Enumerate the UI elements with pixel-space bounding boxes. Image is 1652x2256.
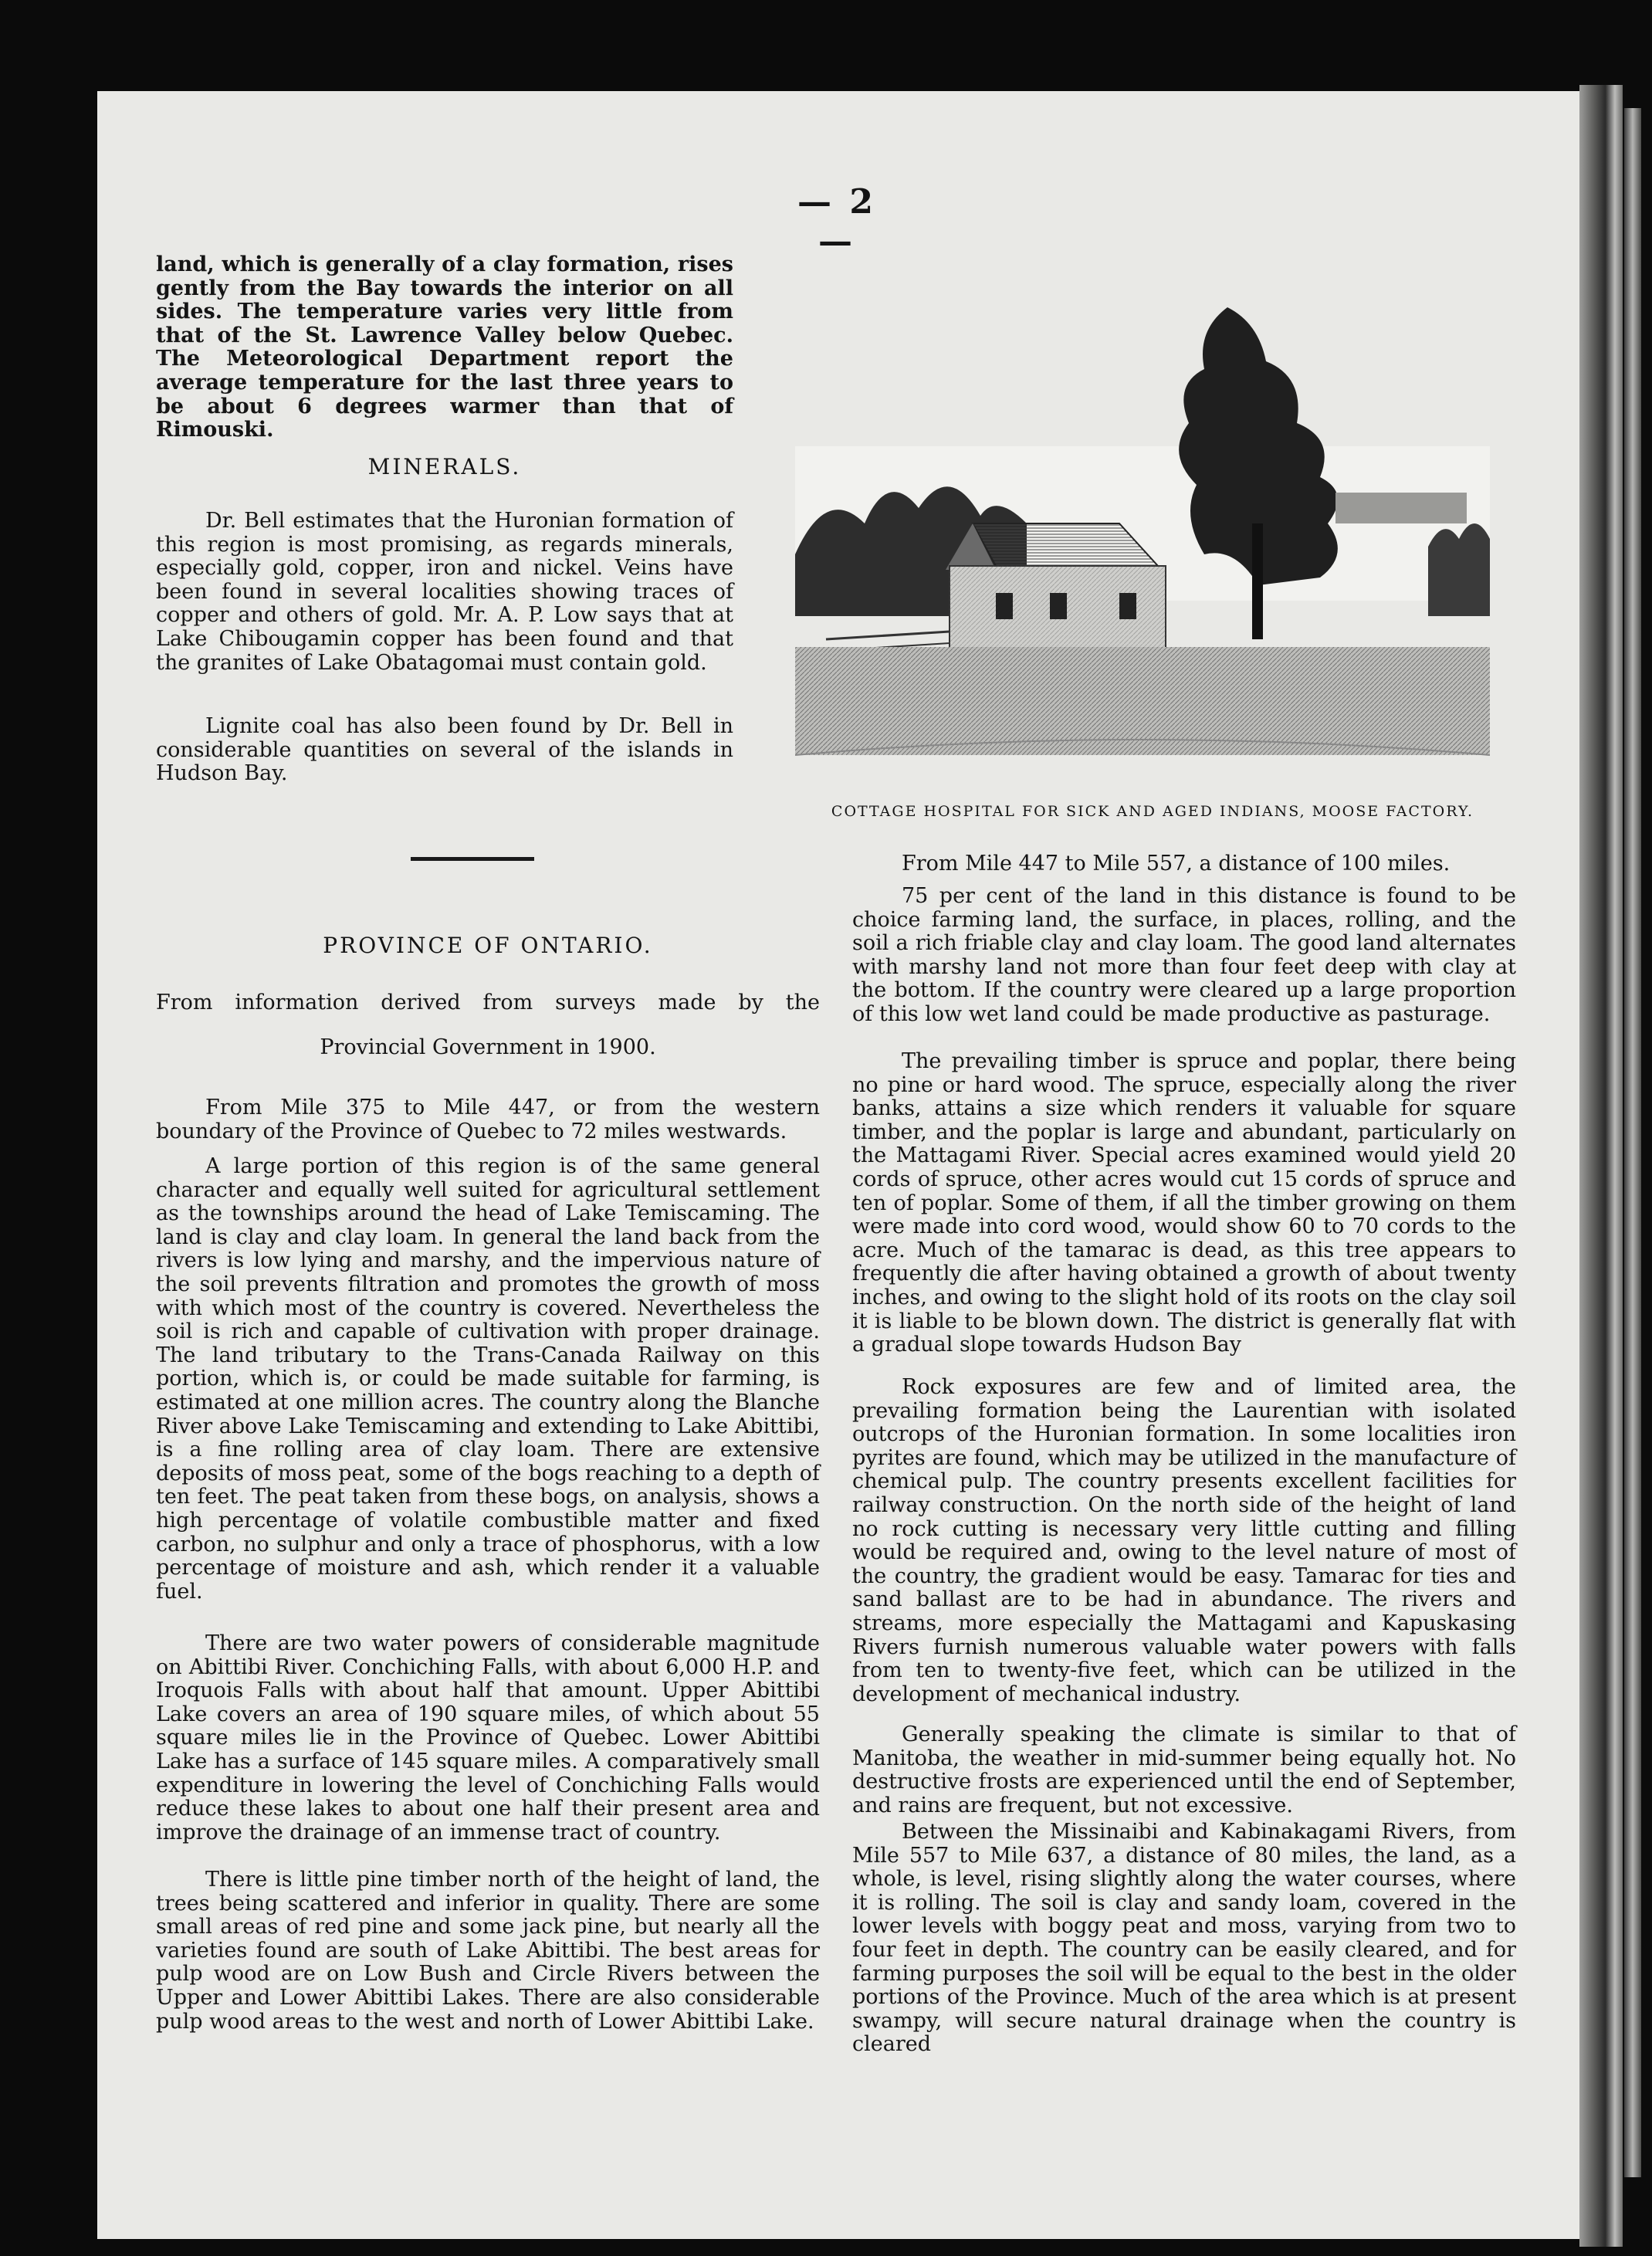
water-powers-paragraph: There are two water powers of considerable magnitude on Abittibi River. Conchiching Falls, with about 6,000 H.P. and Iroquois Falls with about half that amount. Upper Abittibi Lake covers an area of 190 square miles, of which about 55 square miles lie in the Province of Quebec. Lower Abittibi Lake has a surface of 145 square miles. A comparatively small expenditure in lowering the level of Conchiching Falls would reduce these lakes to about one half their present area and improve the drainage of an immense tract of country. — [156, 1631, 820, 1844]
source-line-2: Provincial Government in 1900. — [320, 1035, 656, 1059]
minerals-paragraph-1: Dr. Bell estimates that the Huronian formation of this region is most promising, as regards minerals, especially gold, copper, iron and nickel. Veins have been found in several localities showing traces of copper and others of gold. Mr. A. P. Low says that at Lake Chibougamin copper has been found and that the granites of Lake Obatagomai must contain gold. — [156, 509, 733, 675]
large-portion-paragraph: A large portion of this region is of the same general character and equally well suited for agricultural settlement as the townships around the head of Lake Temiscaming. The land is clay and clay loam. In general the land back from the rivers is low lying and marshy, and the impervious nature of the soil prevents filtration and promotes the growth of moss with which most of the country is covered. Nevertheless the soil is rich and capable of cultivation with proper drainage. The land tributary to the Trans-Canada Railway on this portion, which is, or could be made suitable for farming, is estimated at one million acres. The country along the Blanche River above Lake Temiscaming and extending to Lake Abittibi, is a fine rolling area of clay loam. There are extensive deposits of moss peat, some of the bogs reaching to a depth of ten feet. The peat taken from these bogs, on analysis, shows a high percentage of volatile combustible matter and fixed carbon, no sulphur and only a trace of phosphorus, with a low percentage of moisture and ash, which render it a valuable fuel. — [156, 1154, 820, 1604]
prevailing-timber-paragraph: The prevailing timber is spruce and poplar, there being no pine or hard wood. The spruce, especially along the river banks, attains a size which renders it valuable for square timber, and the poplar is large and abundant, particularly on the Mattagami River. Special acres examined would yield 20 cords of spruce, other acres would cut 15 cords of spruce and ten of poplar. Some of them, if all the timber growing on them were made into cord wood, would show 60 to 70 cords to the acre. Much of the tamarac is dead, as this tree appears to frequently die after having obtained a growth of about twenty inches, and owing to the slight hold of its roots on the clay soil it is liable to be blown down. The district is generally flat with a gradual slope towards Hudson Bay — [852, 1049, 1516, 1357]
seventy-five-percent-paragraph: 75 per cent of the land in this distance is found to be choice farming land, the surface, in places, rolling, and the soil a rich friable clay and clay loam. The good land alternates with marshy land not more than four feet deep with clay at the bottom. If the country were cleared up a large proportion of this low wet land could be made productive as pasturage. — [852, 884, 1516, 1026]
pine-timber-paragraph: There is little pine timber north of the height of land, the trees being scattered and inferior in quality. There are some small areas of red pine and some jack pine, but nearly all the varieties found are south of Lake Abittibi. The best areas for pulp wood are on Low Bush and Circle Rivers between the Upper and Lower Abittibi Lakes. There are also considerable pulp wood areas to the west and north of Lower Abittibi Lake. — [156, 1868, 820, 2034]
mile-447-intro: From Mile 447 to Mile 557, a distance of 100 miles. — [902, 852, 1451, 876]
ontario-heading: PROVINCE OF ONTARIO. — [323, 933, 653, 958]
book-binding — [1579, 85, 1623, 2247]
page-number: — 2 — — [797, 182, 876, 261]
intro-paragraph: land, which is generally of a clay formation, rises gently from the Bay towards the interior on all sides. The temperature varies very little from that of the St. Lawrence Valley below Quebec. The Meteorological Department report the average temperature for the last three years to be about 6 degrees warmer than that of Rimouski. — [156, 252, 733, 442]
book-binding-edge — [1624, 108, 1641, 2177]
source-line-1: From information derived from surveys made by the — [156, 991, 820, 1015]
minerals-heading: MINERALS. — [367, 454, 522, 479]
minerals-paragraph-2: Lignite coal has also been found by Dr. Bell in considerable quantities on several of the islands in Hudson Bay. — [156, 714, 733, 786]
climate-paragraph: Generally speaking the climate is similar to that of Manitoba, the weather in mid-summer being equally hot. No destructive frosts are experienced until the end of September, and rains are frequent, but not excessive. — [852, 1722, 1516, 1817]
mile-375-intro: From Mile 375 to Mile 447, or from the western boundary of the Province of Quebec to 72 miles westwards. — [156, 1096, 820, 1143]
hospital-illustration — [795, 292, 1490, 771]
section-divider — [411, 857, 534, 861]
between-rivers-paragraph: Between the Missinaibi and Kabinakagami Rivers, from Mile 557 to Mile 637, a distance of 80 miles, the land, as a whole, is level, rising slightly along the water courses, where it is rolling. The soil is clay and sandy loam, covered in the lower levels with boggy peat and moss, varying from two to four feet in depth. The country can be easily cleared, and for farming purposes the soil will be equal to the best in the older portions of the Province. Much of the area which is at present swampy, will secure natural drainage when the country is cleared — [852, 1820, 1516, 2057]
rock-exposures-paragraph: Rock exposures are few and of limited area, the prevailing formation being the Laurentian with isolated outcrops of the Huronian formation. In some localities iron pyrites are found, which may be utilized in the manufacture of chemical pulp. The country presents excellent facilities for railway construction. On the north side of the height of land no rock cutting is necessary very little cutting and filling would be required and, owing to the level nature of most of the country, the gradient would be easy. Tamarac for ties and sand ballast are to be had in abundance. The rivers and streams, more especially the Mattagami and Kapuskasing Rivers furnish numerous valuable water powers with falls from ten to twenty-five feet, which can be utilized in the development of mechanical industry. — [852, 1375, 1516, 1706]
illustration-caption: COTTAGE HOSPITAL FOR SICK AND AGED INDIANS, MOOSE FACTORY. — [831, 803, 1474, 820]
